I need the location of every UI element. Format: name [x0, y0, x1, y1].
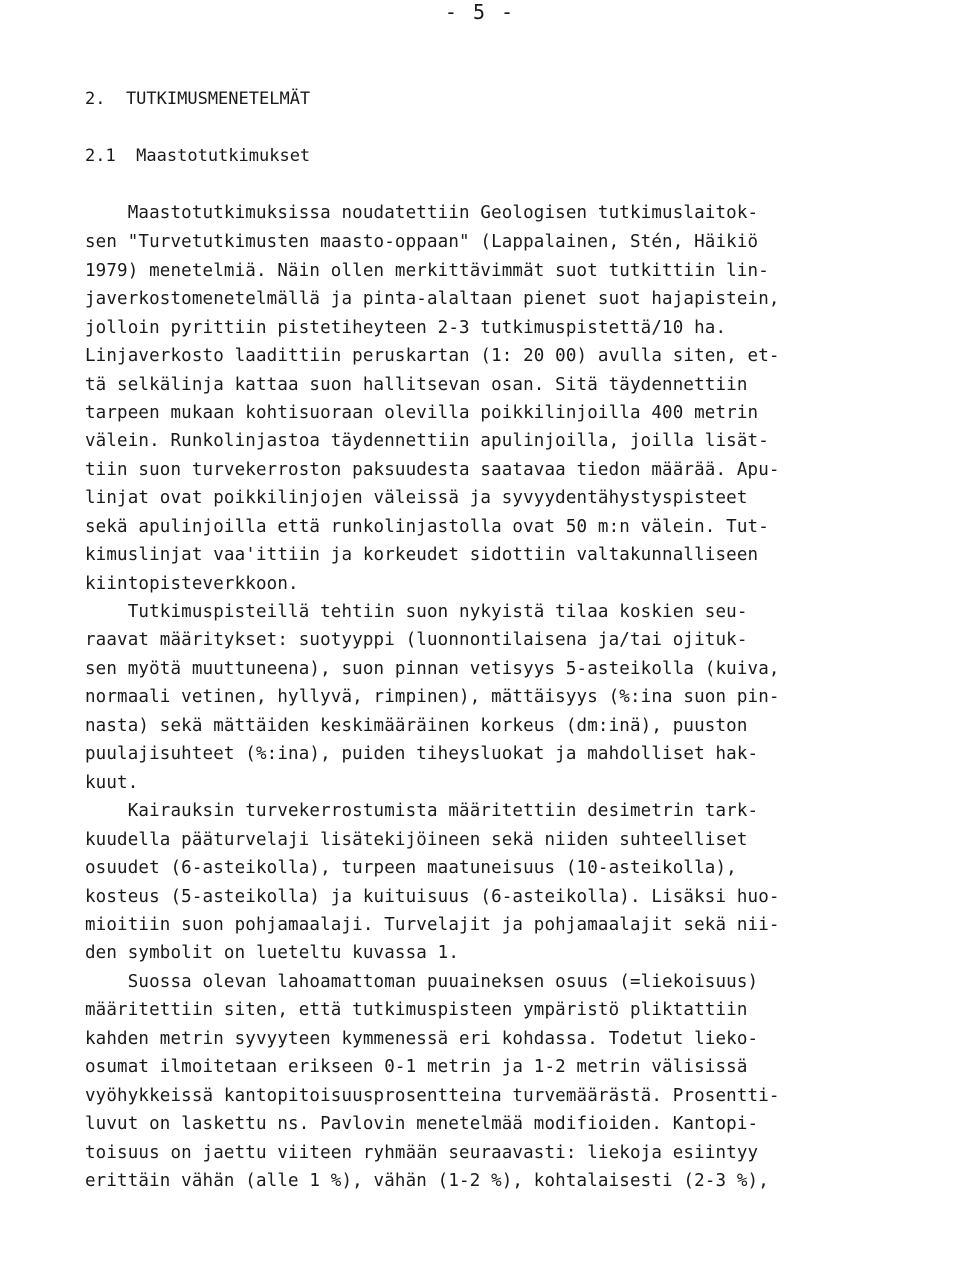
- text-line: määritettiin siten, että tutkimuspisteen ympäristö pliktattiin: [85, 1000, 748, 1020]
- text-line: Maastotutkimuksissa noudatettiin Geologisen tutkimuslaitok-: [85, 203, 759, 223]
- text-line: osumat ilmoitetaan erikseen 0-1 metrin ja 1-2 metrin välisissä: [85, 1057, 748, 1077]
- text-line: kimuslinjat vaa'ittiin ja korkeudet sidottiin valtakunnalliseen: [85, 545, 759, 565]
- text-line: linjat ovat poikkilinjojen väleissä ja syvyydentähystyspisteet: [85, 488, 748, 508]
- subsection-heading: 2.1 Maastotutkimukset: [85, 146, 311, 166]
- text-line: osuudet (6-asteikolla), turpeen maatuneisuus (10-asteikolla),: [85, 858, 737, 878]
- text-line: mioitiin suon pohjamaalaji. Turvelajit ja pohjamaalajit sekä nii-: [85, 915, 780, 935]
- text-line: kuudella pääturvelaji lisätekijöineen sekä niiden suhteelliset: [85, 830, 748, 850]
- text-line: kiintopisteverkkoon.: [85, 574, 299, 594]
- text-line: luvut on laskettu ns. Pavlovin menetelmää modifioiden. Kantopi-: [85, 1114, 759, 1134]
- text-line: Suossa olevan lahoamattoman puuaineksen osuus (=liekoisuus): [85, 972, 759, 992]
- text-line: tarpeen mukaan kohtisuoraan olevilla poikkilinjoilla 400 metrin: [85, 403, 759, 423]
- text-line: tiin suon turvekerroston paksuudesta saatavaa tiedon määrää. Apu-: [85, 460, 780, 480]
- text-line: normaali vetinen, hyllyvä, rimpinen), mättäisyys (%:ina suon pin-: [85, 687, 780, 707]
- text-line: den symbolit on lueteltu kuvassa 1.: [85, 943, 460, 963]
- text-line: javerkostomenetelmällä ja pinta-alaltaan pienet suot hajapistein,: [85, 289, 780, 309]
- text-line: raavat määritykset: suotyyppi (luonnontilaisena ja/tai ojituk-: [85, 630, 748, 650]
- text-line: sekä apulinjoilla että runkolinjastolla ovat 50 m:n välein. Tut-: [85, 517, 769, 537]
- text-line: Kairauksin turvekerrostumista määritettiin desimetrin tark-: [85, 801, 759, 821]
- text-line: puulajisuhteet (%:ina), puiden tiheysluokat ja mahdolliset hak-: [85, 744, 759, 764]
- text-line: kuut.: [85, 773, 139, 793]
- section-heading: 2. TUTKIMUSMENETELMÄT: [85, 89, 311, 109]
- text-line: vyöhykkeissä kantopitoisuusprosentteina turvemäärästä. Prosentti-: [85, 1086, 780, 1106]
- text-line: toisuus on jaettu viiteen ryhmään seuraavasti: liekoja esiintyy: [85, 1143, 759, 1163]
- text-line: nasta) sekä mättäiden keskimääräinen korkeus (dm:inä), puuston: [85, 716, 748, 736]
- text-line: sen "Turvetutkimusten maasto-oppaan" (Lappalainen, Stén, Häikiö: [85, 232, 759, 252]
- page-number: - 5 -: [444, 0, 516, 24]
- text-line: tä selkälinja kattaa suon hallitsevan osan. Sitä täydennettiin: [85, 375, 748, 395]
- text-line: kosteus (5-asteikolla) ja kuituisuus (6-asteikolla). Lisäksi huo-: [85, 887, 780, 907]
- text-line: erittäin vähän (alle 1 %), vähän (1-2 %), kohtalaisesti (2-3 %),: [85, 1171, 769, 1191]
- text-line: välein. Runkolinjastoa täydennettiin apulinjoilla, joilla lisät-: [85, 431, 769, 451]
- text-line: jolloin pyrittiin pistetiheyteen 2-3 tutkimuspistettä/10 ha.: [85, 318, 727, 338]
- text-line: 1979) menetelmiä. Näin ollen merkittävimmät suot tutkittiin lin-: [85, 261, 769, 281]
- text-line: Tutkimuspisteillä tehtiin suon nykyistä tilaa koskien seu-: [85, 602, 748, 622]
- text-line: sen myötä muuttuneena), suon pinnan vetisyys 5-asteikolla (kuiva,: [85, 659, 780, 679]
- text-line: Linjaverkosto laadittiin peruskartan (1: 20 00) avulla siten, et-: [85, 346, 780, 366]
- text-line: kahden metrin syvyyteen kymmenessä eri kohdassa. Todetut lieko-: [85, 1029, 759, 1049]
